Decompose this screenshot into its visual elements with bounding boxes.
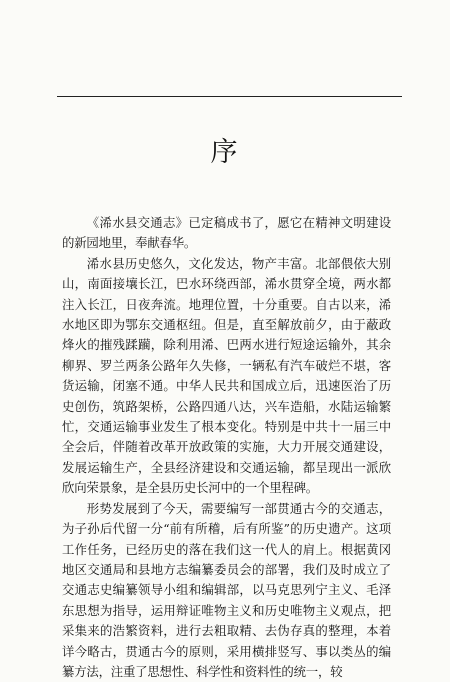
header-rule (57, 96, 402, 97)
body-text (62, 213, 391, 682)
paragraph-intro: 《浠水县交通志》已定稿成书了，愿它在精神文明建设的新园地里，奉献春华。 (62, 215, 391, 251)
page-title: 序 (210, 137, 240, 168)
paragraph-history: 浠水县历史悠久，文化发达，物产丰富。北部偎依大别山，南面接壤长江，巴水环绕西部，浠水贯穿全境，两水都注入长江，日夜奔流。地理位置，十分重要。自古以来，浠水地区即为鄂东交通枢纽。但是，直至解放前夕，由于蔽政烽火的摧残蹂躏，除利用浠、巴两水进行短途运输外，其余柳界、罗兰两条公路年久失修，一辆私有汽车破烂不堪，客货运输，闭塞不通。中华人民共和国成立后，迅速医治了历史创伤，筑路架桥，公路四通八达，兴车造船，水陆运输繁忙，交通运输事业发生了根本变化。特别是中共十一届三中全会后，伴随着改革开放政策的实施，大力开展交通建设，发展运输生产，全县经济建设和交通运输，都呈现出一派欣欣向荣景象，是全县历史长河中的一个里程碑。 (62, 255, 391, 496)
paragraph-compilation: 形势发展到了今天，需要编写一部贯通古今的交通志，为子孙后代留一分“前有所稽，后有所鉴”的历史遗产。这项工作任务，已经历史的落在我们这一代人的肩上。根据黄冈地区交通局和县地方志编纂委员会的部署，我们及时成立了交通志史编纂领导小组和编辑部，以马克思列宁主义、毛泽东思想为指导，运用辩证唯物主义和历史唯物主义观点，把采集来的浩繁资料，进行去粗取精、去伪存真的整理，本着详今略古，贯通古今的原则，采用横排竖写、事以类丛的编纂方法，注重了思想性、科学性和资料性的统一，较 (62, 500, 391, 679)
